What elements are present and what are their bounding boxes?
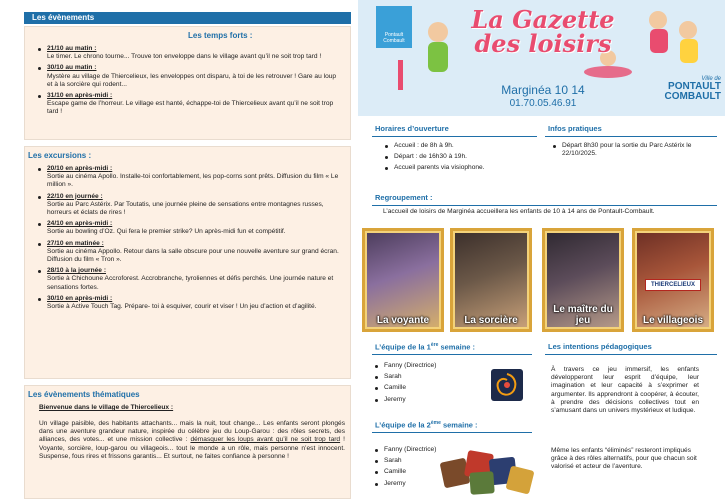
equipe1-list	[362, 362, 472, 407]
intentions-title: Les intentions pédagogiques	[548, 342, 652, 351]
item-date: 20/10 en après-midi	[47, 165, 109, 172]
item-date: 21/10 au matin	[47, 45, 93, 52]
photo-caption: La voyante	[376, 315, 430, 326]
list-item: Départ : de 16h30 à 19h.	[372, 153, 522, 161]
photo-maitre	[542, 228, 624, 332]
item-date: 24/10 en après-midi	[47, 220, 109, 228]
thematiques-box	[24, 385, 351, 499]
intentions-text1: À travers ce jeu immersif, les enfants développeront leur esprit d’équipe, leur imagination et leur capacité à s’exprimer et argumenter. Ils apprendront à coopérer, à écouter, à prendre des décisions collectives tout en s’amusant dans un univers mystérieux et ludique.	[551, 366, 699, 415]
item-text: Le timer. Le chrono tourne... Trouve ton enveloppe dans le village avant qu’il ne soit trop tard !	[47, 53, 322, 61]
item-date-sep: :	[108, 92, 113, 100]
list-item	[25, 220, 343, 236]
left-column	[0, 0, 356, 502]
temps-forts-box	[24, 26, 351, 140]
list-item	[25, 267, 343, 292]
list-item: Accueil parents via visiophone.	[372, 164, 522, 172]
excursions-box	[24, 146, 351, 379]
equipe2-post: semaine :	[440, 420, 478, 430]
list-item	[25, 92, 343, 117]
center-name: Marginéa 10 14	[501, 83, 585, 97]
list-item: Sarah	[362, 457, 472, 465]
item-date-sep: :	[92, 45, 97, 52]
list-item	[25, 240, 343, 265]
horaires-underline	[372, 136, 537, 137]
thematiques-subtitle: Bienvenue dans le village de Thiercelieux :	[39, 404, 174, 411]
list-item: Sarah	[362, 373, 472, 381]
list-item: Accueil : de 8h à 9h.	[372, 142, 522, 150]
horaires-list	[372, 142, 522, 176]
gazette-line1: La Gazette	[471, 5, 615, 34]
item-date-sep: :	[99, 239, 104, 247]
regroupement-text: L’accueil de loisirs de Marginéa accueillera les enfants de 10 à 14 ans de Pontault-Combault.	[383, 208, 655, 215]
city-line2: COMBAULT	[664, 91, 721, 102]
para-link: démasquer les loups avant qu’il ne soit trop tard	[190, 436, 341, 444]
photo-sorciere	[450, 228, 532, 332]
board-game-icon	[490, 368, 524, 402]
item-date: 30/10 au matin	[47, 64, 93, 72]
item-text: Sortie au Parc Astérix. Par Toutatis, une journée pleine de sensations entre montagnes russes, horreurs et éclats de rires !	[47, 200, 324, 217]
item-date: 30/10 en après-midi	[47, 294, 109, 302]
intentions-underline	[545, 354, 717, 355]
horaires-title: Horaires d’ouverture	[375, 124, 449, 133]
para-after: ! Voyante, sorcière, loup-garou ou villageois... tout le monde a un rôle, mais personne n’est innocent. Suspense, fous rires et frissons garantis... Et surtout, ne faites confiance à personne !	[39, 436, 345, 460]
list-item: Jeremy	[362, 480, 472, 488]
list-item: Fanny (Directrice)	[362, 446, 472, 454]
infos-list	[540, 142, 715, 161]
center-phone: 01.70.05.46.91	[509, 98, 577, 109]
temps-forts-title: Les temps forts :	[188, 31, 253, 40]
item-date-sep: :	[98, 192, 103, 200]
temps-forts-list	[25, 45, 343, 120]
equipe1-pre: L’équipe de la 1	[375, 342, 431, 352]
thematiques-title: Les évènements thématiques	[28, 390, 140, 399]
excursions-title: Les excursions :	[28, 151, 92, 160]
equipe1-post: semaine :	[438, 342, 476, 352]
equipe1-sup: ère	[430, 342, 439, 348]
photo-villageois	[632, 228, 714, 332]
item-text: Sortie à Chichoune Accroforest. Accrobranche, tyroliennes et défis perchés. Une journée nature et sensations fortes.	[47, 275, 334, 291]
regroupement-underline	[372, 205, 717, 206]
city-line1: PONTAULT	[668, 81, 721, 92]
item-text: Sortie au bowling d’Oz. Qui fera le premier strike? Un après-midi fun et compétitif.	[47, 228, 286, 236]
photo-caption: La sorcière	[464, 315, 518, 326]
item-date-sep: :	[101, 267, 107, 275]
equipe2-title	[375, 420, 478, 430]
gazette-line2: des loisirs	[474, 29, 612, 58]
equipe1-underline	[372, 354, 532, 355]
para-before: Un village paisible, des habitants attachants... mais la nuit, tout change... Les enfants seront plongés dans une aventure grandeur nature, inspirée du célèbre jeu du Loup-Garou : des rôles secrets, des alliances, des votes... et une mission collective :	[39, 420, 345, 444]
item-date-sep: :	[108, 165, 113, 172]
equipe1-title	[375, 342, 475, 352]
photo-voyante	[362, 228, 444, 332]
item-date: 22/10 en journée	[47, 192, 99, 200]
item-text: Escape game de l’horreur. Le village est hanté, échappe-toi de Thiercelieux avant qu’il ne soit trop tard !	[47, 100, 334, 116]
village-sign: THIERCELIEUX	[645, 279, 701, 291]
list-item: Fanny (Directrice)	[362, 362, 472, 370]
equipe2-underline	[372, 432, 532, 433]
item-date-sep: :	[108, 294, 113, 302]
logo-text: Pontault Combault	[383, 32, 405, 44]
item-date-sep: :	[92, 64, 97, 72]
ville-de: Ville de	[701, 76, 721, 82]
header-band: Les évènements	[24, 12, 351, 24]
item-text: Sortie au cinéma Appollo. Retour dans la salle obscure pour une nouvelle aventure sur grand écran. Diffusion du film « Tron ».	[47, 247, 339, 264]
photo-caption: Le maître du jeu	[553, 304, 613, 326]
intentions-text2: Même les enfants “éliminés” resteront impliqués grâce à des rôles alternatifs, pour que chacun soit valorisé et acteur de l’aventure.	[551, 447, 697, 471]
header-illustration	[358, 0, 725, 116]
equipe2-pre: L’équipe de la 2	[375, 420, 431, 430]
gazette-title	[463, 5, 623, 58]
city-block	[641, 76, 721, 102]
list-item	[25, 193, 343, 218]
item-date-sep: :	[108, 220, 113, 228]
excursions-list	[25, 165, 343, 314]
item-date: 28/10 à la journée	[47, 267, 102, 275]
item-date: 31/10 en après-midi	[47, 92, 109, 100]
item-text: Mystère au village de Thiercelieux, les enveloppes ont disparu, à toi de les retrouver ! Gare au loup et à la sorcière qui rodent...	[47, 72, 337, 88]
list-item: Camille	[362, 468, 472, 476]
list-item	[25, 45, 343, 61]
list-item	[25, 165, 343, 190]
item-date: 27/10 en matinée	[47, 239, 100, 247]
list-item	[25, 64, 343, 89]
equipe2-sup: ème	[430, 420, 441, 426]
item-text: Sortie à Active Touch Tag. Prépare- toi à esquiver, courir et viser ! Un jeu d’action et d’agilité.	[47, 303, 317, 311]
item-text: Sortie au cinéma Apollo. Installe-toi confortablement, les pop-corns sont prêts. Diffusion du film « Le million ».	[47, 173, 339, 189]
list-item	[25, 295, 343, 311]
cards-icon	[440, 448, 536, 496]
infos-underline	[545, 136, 717, 137]
list-item: Départ 8h30 pour la sortie du Parc Astérix le 22/10/2025.	[540, 142, 715, 158]
thematiques-paragraph	[39, 420, 345, 461]
list-item: Jeremy	[362, 396, 472, 404]
photo-caption: Le villageois	[642, 315, 704, 326]
infos-title: Infos pratiques	[548, 124, 602, 133]
regroupement-title: Regroupement :	[375, 193, 433, 202]
list-item: Camille	[362, 384, 472, 392]
